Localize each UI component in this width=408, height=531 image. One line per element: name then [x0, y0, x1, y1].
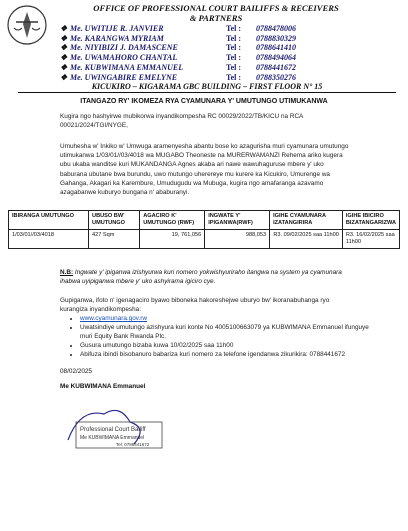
cell-deposit: 988,053 [205, 230, 270, 249]
note-block [60, 268, 360, 286]
member-phone: 0788350276 [256, 72, 296, 82]
cyamunara-link[interactable]: www.cyamunara.gov.rw [80, 315, 148, 322]
col-deposit: INGWATE Y' IPIGANWA(RWF) [205, 211, 270, 230]
cell-value: 19, 761,056 [140, 230, 205, 249]
cell-prices-announced: R3. 16/02/2025 saa 11h00 [342, 230, 399, 249]
member-name: Me. UWINGABIRE EMELYNE [70, 72, 178, 82]
intro-paragraph: Kugira ngo hashyirwe mubikorwa inyandikompesha RC 00029/2022/TB/KICU na RCA 00021/2024/TGI/NYGE, [60, 113, 303, 130]
diamond-bullet-icon: ❖ [60, 24, 68, 33]
stamp-tel: Tel: 0788441672 [116, 442, 150, 447]
table-row [9, 230, 400, 249]
stamp-line1: Professional Court Bailiff [80, 427, 146, 433]
bidding-paragraph [60, 296, 354, 314]
member-name: Me. NIYIBIZI J. DAMASCENE [70, 43, 178, 53]
member-phone: 0788441672 [256, 62, 296, 72]
official-stamp [60, 400, 168, 454]
member-row [60, 73, 380, 83]
member-name: Me. KUBWIMANA EMMANUEL [70, 62, 184, 72]
tel-label: Tel : [226, 53, 242, 63]
table-header-row [9, 211, 400, 230]
office-address: KICUKIRO – KIGARAMA GBC BUILDING – FIRST FLOOR N° 15 [18, 82, 396, 93]
member-row [60, 24, 380, 34]
member-phone: 0788830329 [256, 33, 296, 43]
list-item-link [80, 314, 370, 323]
diamond-bullet-icon: ❖ [60, 43, 68, 53]
member-row [60, 53, 380, 63]
diamond-bullet-icon: ❖ [60, 72, 68, 82]
property-table [8, 210, 400, 249]
office-header [56, 3, 376, 23]
court-bailiff-logo [6, 4, 48, 46]
col-prices-announced: IGIHE IBICIRO BIZATANGARIZWA [342, 211, 399, 230]
member-row [60, 34, 380, 44]
member-row [60, 63, 380, 73]
diamond-bullet-icon: ❖ [60, 33, 68, 43]
notice-title: ITANGAZO RY' IKOMEZA RYA CYAMUNARA Y' UMUTUNGO UTIMUKANWA [80, 98, 328, 105]
cell-area: 427 Sqm [89, 230, 140, 249]
member-phone: 0788494064 [256, 53, 296, 63]
member-phone: 0788641410 [256, 43, 296, 53]
info-bullets [68, 314, 370, 359]
list-item: • Gusura umutungo bizaba kuwa 10/02/2025 saa 11h00 [80, 341, 370, 350]
note-text: Ingwate y' ipiganwa izishyurwa kuri nomero yokwishyuriraho itangwa na system ya cyamunara ihabwa uyipiganwa mbere y' uko ashyirama igiciro cye. [60, 269, 342, 285]
member-name: Me. KARANGWA MYRIAM [70, 33, 164, 43]
note-label: N.B: [60, 269, 74, 276]
members-list [60, 24, 380, 82]
diamond-bullet-icon: ❖ [60, 53, 68, 63]
member-name: Me. UWAMAHORO CHANTAL [70, 53, 178, 63]
document-date: 08/02/2025 [60, 368, 92, 375]
member-phone: 0788478006 [256, 24, 296, 33]
cell-property-id: 1/03/01//03/4018 [9, 230, 89, 249]
list-item: • Abifuza ibindi bisobanuro babariza kuri nomero za telefone igendanwa zikurikira: 0788441672 [80, 350, 370, 359]
diamond-bullet-icon: ❖ [60, 62, 68, 72]
tel-label: Tel : [226, 43, 242, 53]
member-row [60, 43, 380, 53]
office-name-line2: & PARTNERS [189, 13, 243, 23]
col-auction-start: IGIHE CYAMUNARA IZATANGIRIRA [270, 211, 343, 230]
col-value: AGACIRO K' UMUTUNGO (RWF) [140, 211, 205, 230]
office-name-line1: OFFICE OF PROFESSIONAL COURT BAILIFFS & RECEIVERS [93, 3, 339, 13]
bidding-text: Gupiganwa, ifoto n' igenagaciro byawo biboneka hakoreshejwe uburyo bw' ikoranabuhanga ryo kurangiza inyandikompesha: [60, 297, 330, 314]
stamp-line2: Me KUBWIMANA Emmanuel [80, 435, 145, 441]
member-name: Me. UWITIJE R. JANVIER [70, 24, 164, 33]
col-area: UBUSO BW' UMUTUNGO [89, 211, 140, 230]
signatory-name: Me KUBWIMANA Emmanuel [60, 383, 146, 390]
tel-label: Tel : [226, 24, 242, 33]
list-item: • Uwatsindiye umutungo azishyura kuri konte No 4005100663079 ya KUBWIMANA Emmanuel ifunguye muri Equity Bank Rwanda Plc. [80, 323, 370, 341]
announcement-paragraph: Umuhesha w' Inkiko w' Umwuga aramenyesha abantu bose ko azagurisha muri cyamunara umutungo utimukanwa 1/03/01//03/4018 wa MUGABO Theoneste na MURERWAMANZI Rehema ariko kugera ubu ukaba wanditse kuri MUKANDANGA Agnes akaba ari nawe wawuhaguruse mbere y' uko baburana ubutane bwa burundu, uwo mutungo uherereye mu kurere ka Kicukiro, Umurenge wa Gahanga, Akagari ka Karembure, Umudugudu wa Mubuga, kugira ngo amafaranga azavamo azagabanwe kuburyo bungana n' ababuranyi. [60, 143, 349, 197]
tel-label: Tel : [226, 62, 242, 72]
tel-label: Tel : [226, 33, 242, 43]
tel-label: Tel : [226, 72, 242, 82]
col-property-id: IBIRANGA UMUTUNGO [9, 211, 89, 230]
cell-auction-start: R3. 09/02/2025 saa 11h00 [270, 230, 343, 249]
